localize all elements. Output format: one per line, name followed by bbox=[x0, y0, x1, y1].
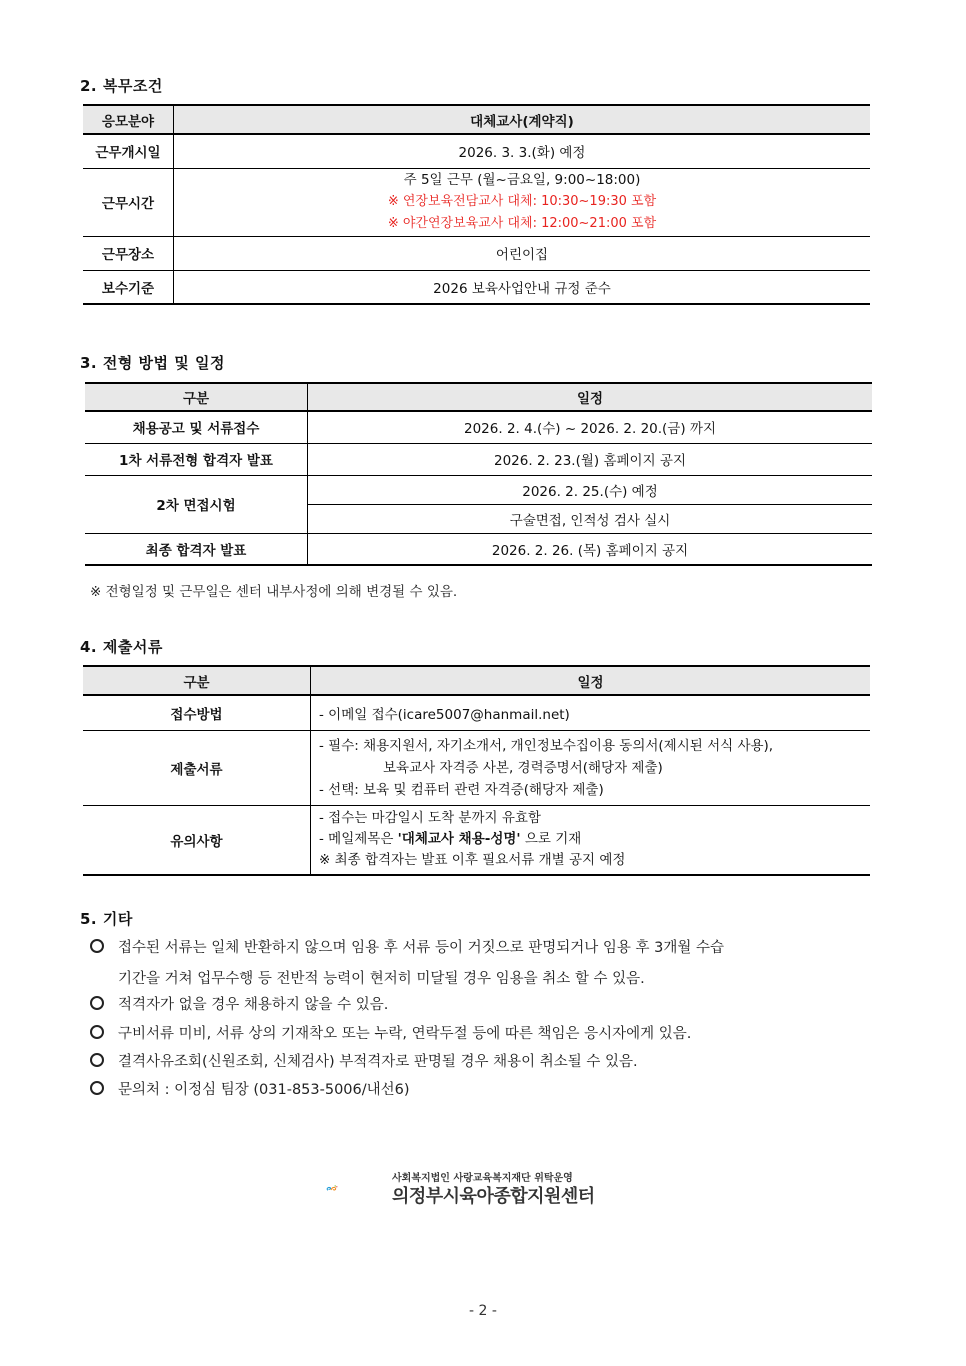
row-value: - 이메일 접수(icare5007@hanmail.net) bbox=[311, 695, 871, 730]
caution-subject: - 메일제목은 '대체교사 채용-성명' 으로 기재 bbox=[319, 831, 582, 848]
header-category: 구분 bbox=[83, 666, 311, 695]
optional-docs: - 선택: 보육 및 컴퓨터 관련 자격증(해당자 제출) bbox=[319, 781, 604, 798]
selection-schedule-table bbox=[85, 382, 872, 566]
required-docs: - 필수: 채용지원서, 자기소개서, 개인정보수집이용 동의서(제시된 서식 사용), bbox=[319, 737, 774, 754]
section-4-title: 4. 제출서류 bbox=[80, 638, 163, 656]
circle-bullet-icon bbox=[90, 939, 104, 953]
row-label: 보수기준 bbox=[83, 270, 174, 304]
etc-item: 적격자가 없을 경우 채용하지 않을 수 있음. bbox=[90, 995, 388, 1015]
page-number: - 2 - bbox=[469, 1303, 497, 1319]
row-value: 2026. 2. 25.(수) 예정 bbox=[308, 475, 873, 504]
row-value: 구술면접, 인적성 검사 실시 bbox=[308, 504, 873, 533]
row-label: 근무시간 bbox=[83, 168, 174, 236]
etc-item: 접수된 서류는 일체 반환하지 않으며 임용 후 서류 등이 거짓으로 판명되거나 임용 후 3개월 수습 bbox=[90, 938, 724, 958]
row-label: 2차 면접시험 bbox=[85, 475, 308, 533]
row-value: 2026. 2. 26. (목) 홈페이지 공지 bbox=[308, 533, 873, 565]
header-category: 구분 bbox=[85, 383, 308, 411]
circle-bullet-icon bbox=[90, 1025, 104, 1039]
circle-bullet-icon bbox=[90, 1081, 104, 1095]
circle-bullet-icon bbox=[90, 1053, 104, 1067]
etc-item: 문의처 : 이정심 팀장 (031-853-5006/내선6) bbox=[90, 1080, 410, 1100]
row-value: 2026. 3. 3.(화) 예정 bbox=[174, 134, 871, 168]
row-label: 1차 서류전형 합격자 발표 bbox=[85, 443, 308, 475]
row-value: 2026. 2. 4.(수) ~ 2026. 2. 20.(금) 까지 bbox=[308, 411, 873, 443]
note-extended: ※ 연장보육전담교사 대체: 10:30~19:30 포함 bbox=[387, 194, 657, 209]
section-2-title: 2. 복무조건 bbox=[80, 77, 163, 95]
header-schedule: 일정 bbox=[311, 666, 871, 695]
subject-format: '대체교사 채용-성명' bbox=[397, 831, 521, 848]
note-night: ※ 야간연장보육교사 대체: 12:00~21:00 포함 bbox=[387, 216, 657, 231]
row-label: 접수방법 bbox=[83, 695, 311, 730]
section-3-title: 3. 전형 방법 및 일정 bbox=[80, 354, 225, 372]
etc-item-cont: 기간을 거쳐 업무수행 등 전반적 능력이 현저히 미달될 경우 임용을 취소 할 수 있음. bbox=[118, 971, 645, 987]
required-docs-cont: 보육교사 자격증 사본, 경력증명서(해당자 제출) bbox=[383, 759, 663, 776]
header-value: 대체교사(계약직) bbox=[174, 105, 871, 134]
circle-bullet-icon bbox=[90, 996, 104, 1010]
row-value bbox=[311, 730, 871, 805]
row-value bbox=[311, 805, 871, 875]
center-logo-icon bbox=[326, 1168, 392, 1208]
row-label: 채용공고 및 서류접수 bbox=[85, 411, 308, 443]
row-value bbox=[174, 168, 871, 236]
header-schedule: 일정 bbox=[308, 383, 873, 411]
row-value: 2026. 2. 23.(월) 홈페이지 공지 bbox=[308, 443, 873, 475]
section-5-title: 5. 기타 bbox=[80, 910, 133, 928]
etc-item: 결격사유조회(신원조회, 신체검사) 부적격자로 판명될 경우 채용이 취소될 수 있음. bbox=[90, 1052, 638, 1072]
row-value: 어린이집 bbox=[174, 236, 871, 270]
etc-item: 구비서류 미비, 서류 상의 기재착오 또는 누락, 연락두절 등에 따른 책임은 응시자에게 있음. bbox=[90, 1024, 691, 1044]
row-label: 근무개시일 bbox=[83, 134, 174, 168]
row-label: 최종 합격자 발표 bbox=[85, 533, 308, 565]
row-label: 제출서류 bbox=[83, 730, 311, 805]
work-conditions-table bbox=[83, 104, 870, 305]
center-name: 의정부시육아종합지원센터 bbox=[392, 1186, 595, 1207]
caution-final: ※ 최종 합격자는 발표 이후 필요서류 개별 공지 예정 bbox=[319, 852, 626, 869]
documents-table bbox=[83, 665, 870, 876]
caution-deadline: - 접수는 마감일시 도착 분까지 유효함 bbox=[319, 810, 541, 827]
schedule-note: ※ 전형일정 및 근무일은 센터 내부사정에 의해 변경될 수 있음. bbox=[90, 584, 458, 600]
header-field: 응모분야 bbox=[83, 105, 174, 134]
row-value: 2026 보육사업안내 규정 준수 bbox=[174, 270, 871, 304]
row-label: 유의사항 bbox=[83, 805, 311, 875]
work-hours: 주 5일 근무 (월~금요일, 9:00~18:00) bbox=[403, 172, 641, 188]
row-label: 근무장소 bbox=[83, 236, 174, 270]
operator-name: 사회복지법인 사랑교육복지재단 위탁운영 bbox=[392, 1173, 573, 1184]
